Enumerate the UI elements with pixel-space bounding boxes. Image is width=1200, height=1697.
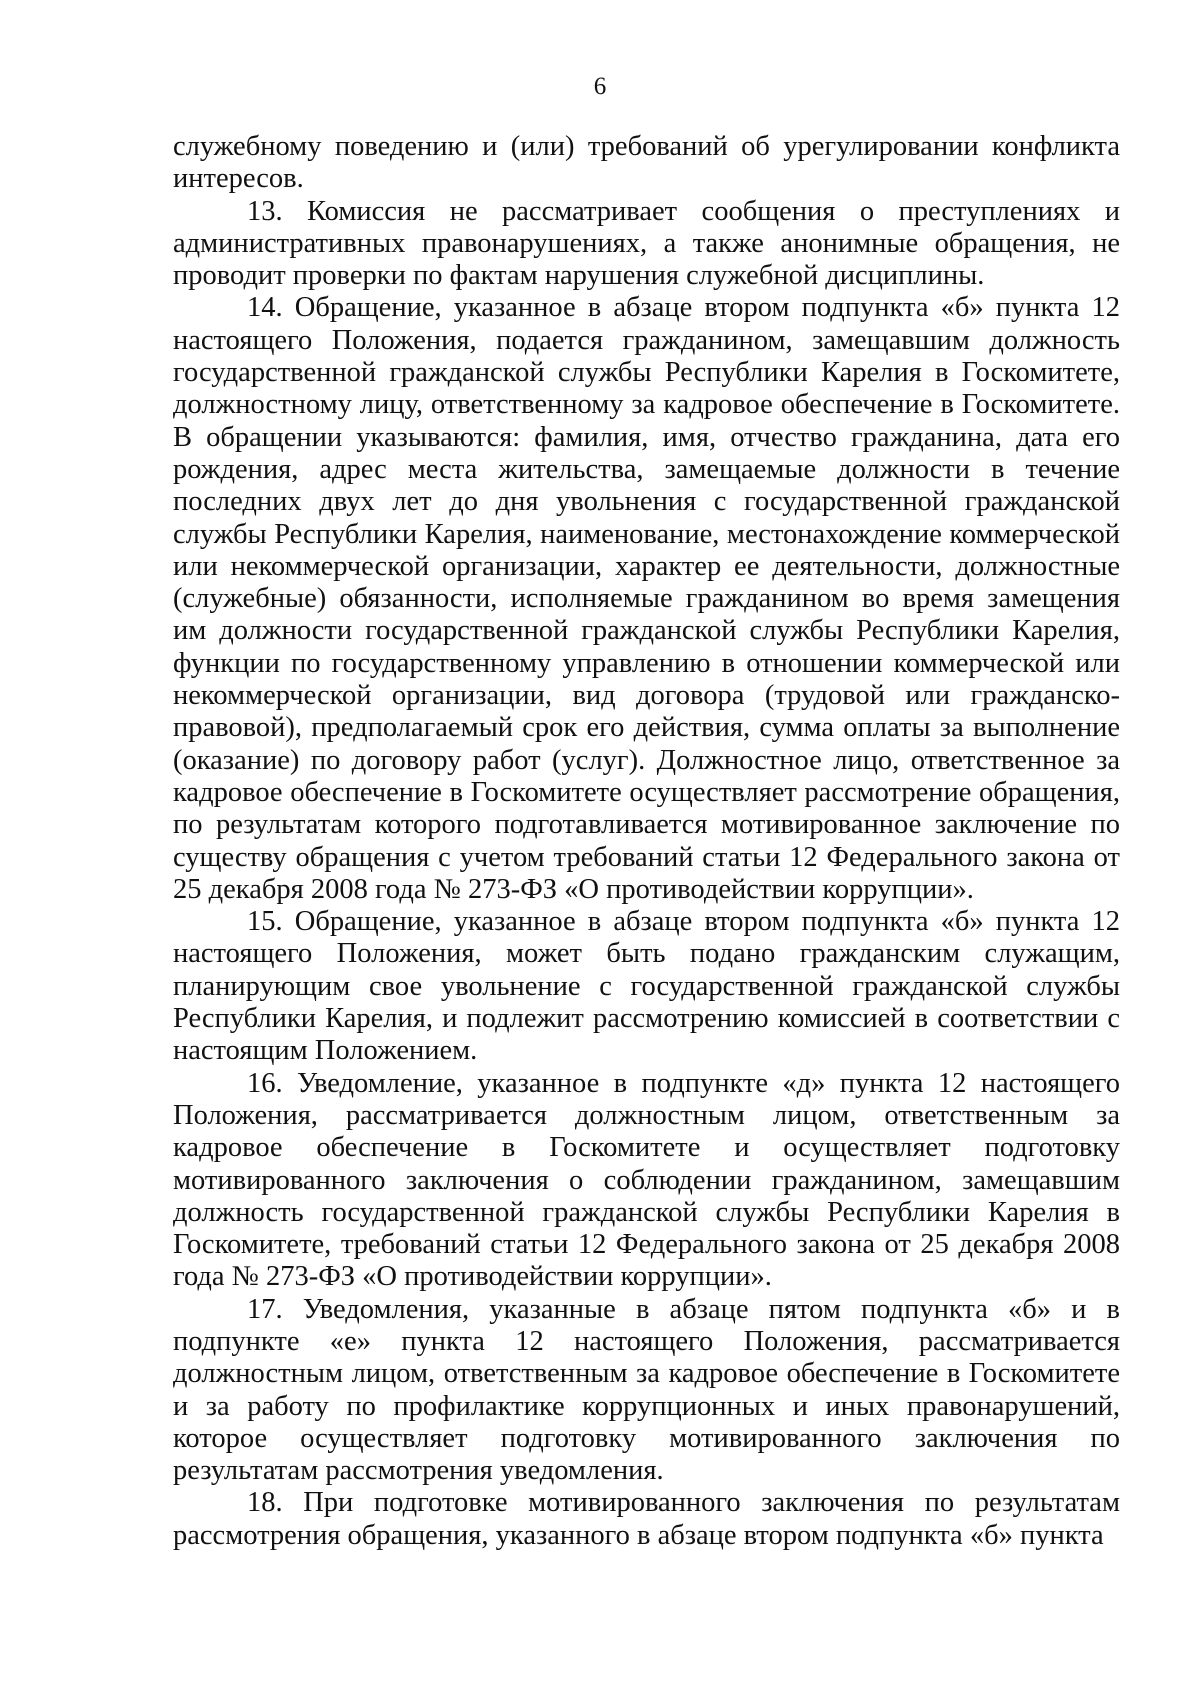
document-body	[173, 131, 1120, 1552]
paragraph-13: 13. Комиссия не рассматривает сообщения о преступлениях и административных правонарушениях, а также анонимные обращения, не проводит проверки по фактам нарушения служебной дисциплины.	[173, 195, 1120, 292]
paragraph-17: 17. Уведомления, указанные в абзаце пятом подпункта «б» и в подпункте «е» пункта 12 настоящего Положения, рассматривается должностным лицом, ответственным за кадровое обеспечение в Госкомитете и за работу по профилактике коррупционных и иных правонарушений, которое осуществляет подготовку мотивированного заключения по результатам рассмотрения уведомления.	[173, 1293, 1120, 1487]
paragraph-16: 16. Уведомление, указанное в подпункте «д» пункта 12 настоящего Положения, рассматривается должностным лицом, ответственным за кадровое обеспечение в Госкомитете и осуществляет подготовку мотивированного заключения о соблюдении гражданином, замещавшим должность государственной гражданской службы Республики Карелия в Госкомитете, требований статьи 12 Федерального закона от 25 декабря 2008 года № 273-ФЗ «О противодействии коррупции».	[173, 1067, 1120, 1293]
paragraph-12-continuation: служебному поведению и (или) требований об урегулировании конфликта интересов.	[173, 131, 1120, 195]
paragraph-15: 15. Обращение, указанное в абзаце втором подпункта «б» пункта 12 настоящего Положения, может быть подано гражданским служащим, планирующим свое увольнение с государственной гражданской службы Республики Карелия, и подлежит рассмотрению комиссией в соответствии с настоящим Положением.	[173, 906, 1120, 1067]
paragraph-18: 18. При подготовке мотивированного заключения по результатам рассмотрения обращения, указанного в абзаце втором подпункта «б» пункта	[173, 1487, 1120, 1551]
paragraph-14: 14. Обращение, указанное в абзаце втором подпункта «б» пункта 12 настоящего Положения, подается гражданином, замещавшим должность государственной гражданской службы Республики Карелия в Госкомитете, должностному лицу, ответственному за кадровое обеспечение в Госкомитете. В обращении указываются: фамилия, имя, отчество гражданина, дата его рождения, адрес места жительства, замещаемые должности в течение последних двух лет до дня увольнения с государственной гражданской службы Республики Карелия, наименование, местонахождение коммерческой или некоммерческой организации, характер ее деятельности, должностные (служебные) обязанности, исполняемые гражданином во время замещения им должности государственной гражданской службы Республики Карелия, функции по государственному управлению в отношении коммерческой или некоммерческой организации, вид договора (трудовой или гражданско-правовой), предполагаемый срок его действия, сумма оплаты за выполнение (оказание) по договору работ (услуг). Должностное лицо, ответственное за кадровое обеспечение в Госкомитете осуществляет рассмотрение обращения, по результатам которого подготавливается мотивированное заключение по существу обращения с учетом требований статьи 12 Федерального закона от 25 декабря 2008 года № 273-ФЗ «О противодействии коррупции».	[173, 292, 1120, 905]
page-number: 6	[593, 73, 607, 100]
